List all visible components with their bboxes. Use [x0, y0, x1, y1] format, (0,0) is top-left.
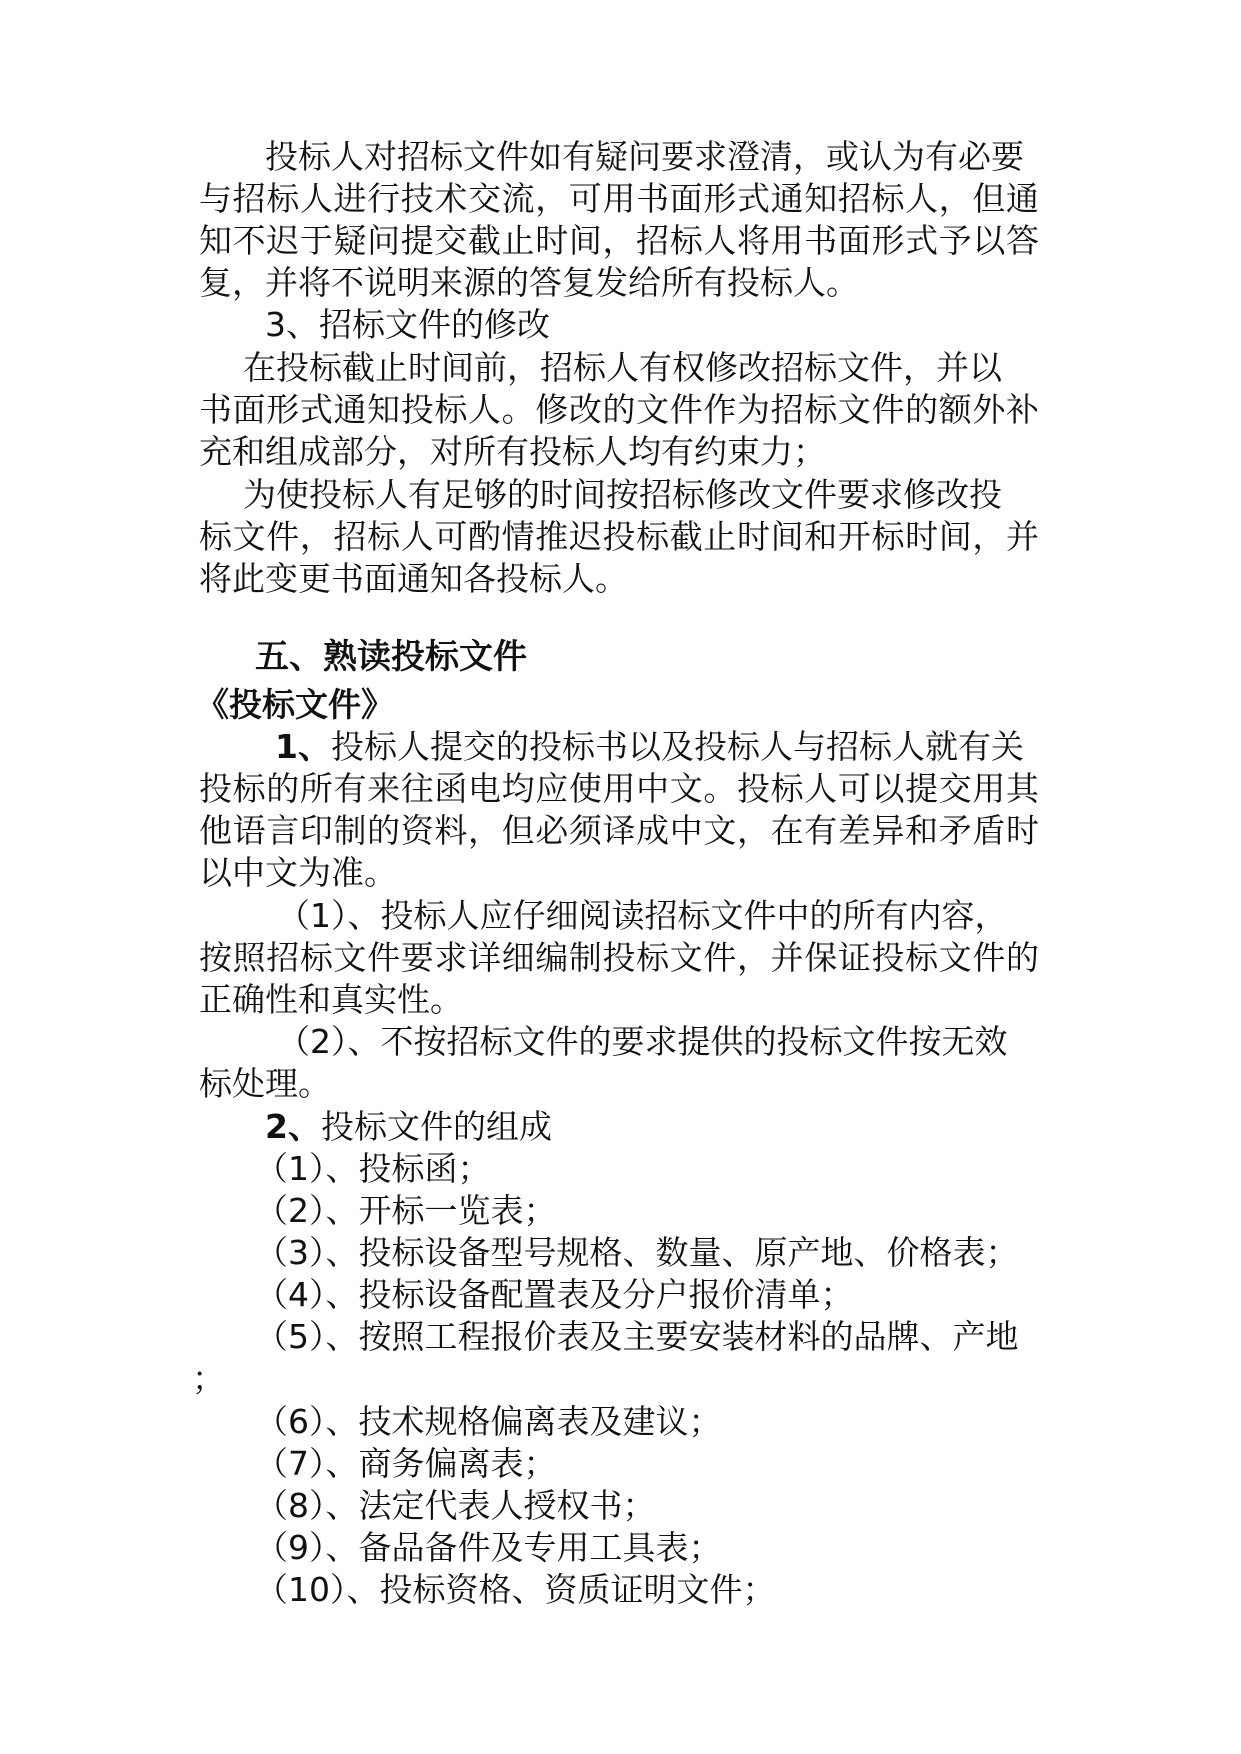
paragraph-line: 以中文为准。 — [199, 853, 397, 892]
item-2-label: 2、 — [265, 1107, 321, 1146]
paragraph-line: 将此变更书面通知各投标人。 — [199, 559, 628, 598]
paragraph-line: 投标的所有来往函电均应使用中文。投标人可以提交用其 — [199, 769, 1039, 808]
list-item: （10）、投标资格、资质证明文件； — [255, 1570, 776, 1609]
sub-item-line: （2）、不按招标文件的要求提供的投标文件按无效 — [277, 1022, 1008, 1061]
paragraph-line: 复，并将不说明来源的答复发给所有投标人。 — [199, 263, 859, 302]
paragraph-line: 在投标截止时间前，招标人有权修改招标文件，并以 — [243, 348, 1002, 387]
list-item: （8）、法定代表人授权书； — [255, 1486, 656, 1525]
paragraph-line: 书面形式通知投标人。修改的文件作为招标文件的额外补 — [199, 390, 1039, 429]
list-item: （4）、投标设备配置表及分户报价清单； — [255, 1275, 854, 1314]
item-1-line — [275, 726, 1039, 768]
list-item: （5）、按照工程报价表及主要安装材料的品牌、产地 — [255, 1317, 1019, 1356]
item-1-text: 投标人提交的投标书以及投标人与招标人就有关 — [330, 727, 1024, 766]
paragraph-line: 投标人对招标文件如有疑问要求澄清，或认为有必要 — [265, 137, 1024, 176]
paragraph-line: 为使投标人有足够的时间按招标修改文件要求修改投 — [243, 475, 1002, 514]
list-item: （3）、投标设备型号规格、数量、原产地、价格表； — [255, 1233, 1019, 1272]
item-1-label: 1、 — [275, 727, 331, 766]
section-heading: 3、招标文件的修改 — [265, 305, 550, 344]
section-5-heading: 五、熟读投标文件 — [255, 637, 527, 677]
paragraph-line: 与招标人进行技术交流，可用书面形式通知招标人，但通 — [199, 179, 1039, 218]
item-2-line — [265, 1106, 1105, 1148]
list-item: （1）、投标函； — [255, 1149, 491, 1188]
paragraph-line: 他语言印制的资料，但必须译成中文，在有差异和矛盾时 — [199, 811, 1039, 850]
paragraph-line: 充和组成部分，对所有投标人均有约束力； — [199, 432, 826, 471]
paragraph-line: 知不迟于疑问提交截止时间，招标人将用书面形式予以答 — [199, 221, 1039, 260]
paragraph-line: 正确性和真实性。 — [199, 980, 463, 1019]
list-item: （7）、商务偏离表； — [255, 1444, 557, 1483]
item-2-text: 投标文件的组成 — [320, 1107, 552, 1146]
paragraph-line: 标文件，招标人可酌情推迟投标截止时间和开标时间，并 — [199, 517, 1039, 556]
sub-heading: 《投标文件》 — [196, 685, 394, 724]
sub-item-line: （1）、投标人应仔细阅读招标文件中的所有内容， — [277, 896, 1008, 935]
paragraph-line: 标处理。 — [199, 1064, 331, 1103]
list-item: （2）、开标一览表； — [255, 1191, 557, 1230]
list-item: （6）、技术规格偏离表及建议； — [255, 1402, 722, 1441]
list-item-continuation: ； — [192, 1359, 225, 1398]
paragraph-line: 按照招标文件要求详细编制投标文件，并保证投标文件的 — [199, 938, 1039, 977]
list-item: （9）、备品备件及专用工具表； — [255, 1528, 722, 1567]
